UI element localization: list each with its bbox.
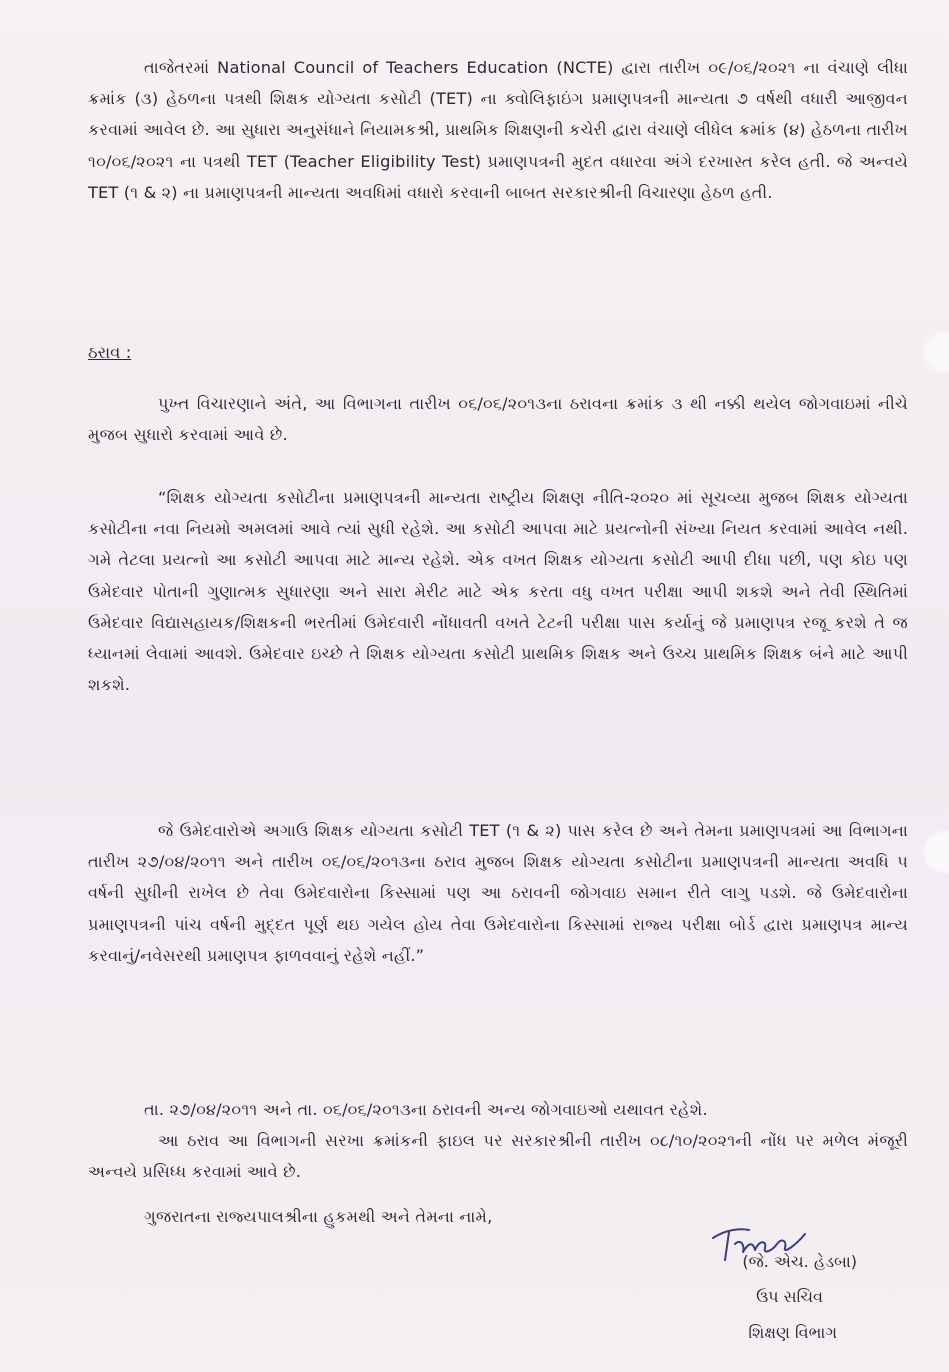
- quoted-provision-text: “શિક્ષક યોગ્યતા કસોટીના પ્રમાણપત્રની માન્યતા રાષ્ટ્રીય શિક્ષણ નીતિ-૨૦૨૦ માં સૂચવ્યા મુજબ શિક્ષક યોગ્યતા કસોટીના નવા નિયમો અમલમાં આવે ત્યાં સુધી રહેશે. આ કસોટી આપવા માટે પ્રયત્નોની સંખ્યા નિયત કરવામાં આવેલ નથી. ગમે તેટલા પ્રયત્નો આ કસોટી આપવા માટે માન્ય રહેશે. એક વખત શિક્ષક યોગ્યતા કસોટી આપી દીધા પછી, પણ કોઇ પણ ઉમેદવાર પોતાની ગુણાત્મક સુધારણા અને સારા મેરીટ માટે એક કરતા વધુ વખત પરીક્ષા આપી શકશે અને તેવી સ્થિતિમાં ઉમેદવાર વિદ્યાસહાયક/શિક્ષકની ભરતીમાં ઉમેદવારી નોંધાવતી વખતે ટેટની પરીક્ષા પાસ કર્યાનું જે પ્રમાણપત્ર રજૂ કરશે તે જ ધ્યાનમાં લેવામાં આવશે. ઉમેદવાર ઇચ્છે તે શિક્ષક યોગ્યતા કસોટી પ્રાથમિક શિક્ષક અને ઉચ્ચ પ્રાથમિક શિક્ષક બંને માટે આપી શકશે.: [88, 488, 908, 695]
- signatory-name: (જે. એચ. હેડબા): [742, 1252, 857, 1271]
- punch-hole-top: [923, 330, 949, 374]
- punch-hole-bottom: [923, 830, 949, 874]
- existing-candidates-text: જે ઉમેદવારોએ અગાઉ શિક્ષક યોગ્યતા કસોટી TET (૧ & ૨) પાસ કરેલ છે અને તેમના પ્રમાણપત્રમાં આ વિભાગના તારીખ ૨૭/૦૪/૨૦૧૧ અને તારીખ ૦૬/૦૬/૨૦૧૩ના ઠરાવ મુજબ શિક્ષક યોગ્યતા કસોટીના પ્રમાણપત્રની માન્યતા અવધિ ૫ વર્ષની સુધીની રાખેલ છે તેવા ઉમેદવારોના કિસ્સામાં પણ આ ઠરાવની જોગવાઇ સમાન રીતે લાગુ પડશે. જે ઉમેદવારોના પ્રમાણપત્રની પાંચ વર્ષની મુદ્દત પૂર્ણ થઇ ગયેલ હોય તેવા ઉમેદવારોના કિસ્સામાં રાજ્ય પરીક્ષા બોર્ડ દ્વારા પ્રમાણપત્ર માન્ય કરવાનું/નવેસરથી પ્રમાણપત્ર ફાળવવાનું રહેશે નહીં.”: [88, 821, 908, 965]
- intro-paragraph: [88, 52, 908, 208]
- quoted-provision-paragraph: [88, 482, 908, 700]
- resolution-paragraph-1-text: પુખ્ત વિચારણાને અંતે, આ વિભાગના તારીખ ૦૬/૦૬/૨૦૧૩ના ઠરાવના ક્રમાંક ૩ થી નક્કી થયેલ જોગવાઇમાં નીચે મુજબ સુધારો કરવામાં આવે છે.: [88, 394, 908, 445]
- intro-paragraph-text: તાજેતરમાં National Council of Teachers Education (NCTE) દ્વારા તારીખ ૦૯/૦૬/૨૦૨૧ ના વંચાણે લીધા ક્રમાંક (૩) હેઠળના પત્રથી શિક્ષક યોગ્યતા કસોટી (TET) ના ક્વોલિફાઇંગ પ્રમાણપત્રની માન્યતા ૭ વર્ષથી વધારી આજીવન કરવામાં આવેલ છે. આ સુધારા અનુસંધાને નિયામકશ્રી, પ્રાથમિક શિક્ષણની કચેરી દ્વારા વંચાણે લીધેલ ક્રમાંક (૪) હેઠળના તારીખ ૧૦/૦૬/૨૦૨૧ ના પત્રથી TET (Teacher Eligibility Test) પ્રમાણપત્રની મુદત વધારવા અંગે દરખાસ્ત કરેલ હતી. જે અન્વયે TET (૧ & ૨) ના પ્રમાણપત્રની માન્યતા અવધિમાં વધારો કરવાની બાબત સરકારશ્રીની વિચારણા હેઠળ હતી.: [88, 58, 908, 202]
- resolution-paragraph-1: [88, 388, 908, 450]
- other-provisions-text: તા. ૨૭/૦૪/૨૦૧૧ અને તા. ૦૬/૦૬/૨૦૧૩ના ઠરાવની અન્ય જોગવાઇઓ યથાવત રહેશે.: [144, 1100, 708, 1119]
- existing-candidates-paragraph: [88, 815, 908, 971]
- other-provisions-paragraph: [88, 1094, 908, 1125]
- publication-paragraph: [88, 1125, 908, 1187]
- resolution-heading: ઠરાવ :: [88, 343, 132, 362]
- signatory-department: શિક્ષણ વિભાગ: [748, 1323, 837, 1342]
- signatory-designation: ઉપ સચિવ: [756, 1287, 823, 1306]
- publication-text: આ ઠરાવ આ વિભાગની સરખા ક્રમાંકની ફાઇલ પર સરકારશ્રીની તારીખ ૦૮/૧૦/૨૦૨૧ની નોંધ પર મળેલ મંજૂરી અન્વયે પ્રસિધ્ધ કરવામાં આવે છે.: [88, 1131, 908, 1182]
- governor-order-text: ગુજરાતના રાજ્યપાલશ્રીના હુકમથી અને તેમના નામે,: [144, 1207, 493, 1226]
